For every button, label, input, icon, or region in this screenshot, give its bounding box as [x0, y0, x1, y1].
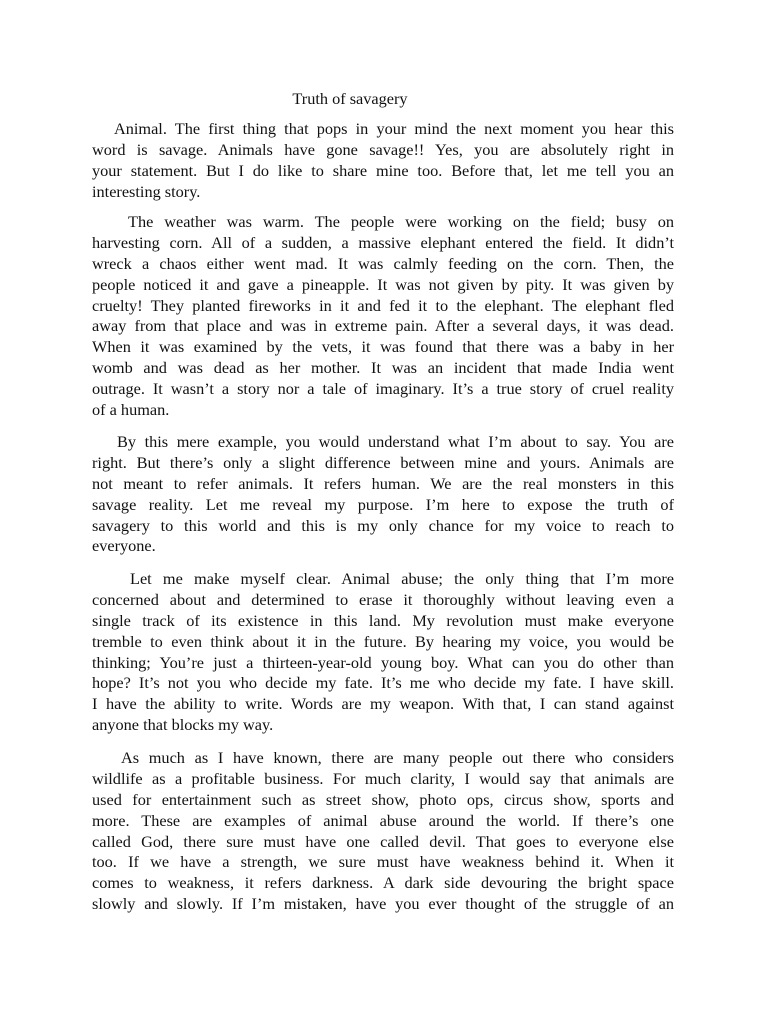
paragraph-line: savagery to this world and this is my only chance for my voice to reach to: [92, 515, 674, 535]
paragraph-line: harvesting corn. All of a sudden, a massive elephant entered the field. It didn’t: [92, 232, 674, 252]
paragraph-line: wildlife as a profitable business. For much clarity, I would say that animals are: [92, 768, 674, 788]
paragraph-line: cruelty! They planted fireworks in it and fed it to the elephant. The elephant fled: [92, 295, 674, 315]
paragraph-line: not meant to refer animals. It refers human. We are the real monsters in this: [92, 473, 674, 493]
paragraph-line: Let me make myself clear. Animal abuse; the only thing that I’m more: [130, 569, 674, 588]
paragraph-line: comes to weakness, it refers darkness. A dark side devouring the bright space: [92, 873, 674, 893]
paragraph-line: thinking; You’re just a thirteen-year-old young boy. What can you do other than: [92, 652, 674, 672]
paragraph-line: too. If we have a strength, we sure must have weakness behind it. When it: [92, 852, 674, 872]
paragraph-line: I have the ability to write. Words are my weapon. With that, I can stand against: [92, 694, 674, 714]
paragraph-line: As much as I have known, there are many people out there who considers: [121, 748, 674, 767]
paragraph-line: of a human.: [92, 400, 170, 420]
paragraph-2: [92, 212, 674, 421]
paragraph-line: single track of its existence in this land. My revolution must make everyone: [92, 610, 674, 630]
paragraph-line: used for entertainment such as street show, photo ops, circus show, sports and: [92, 789, 674, 809]
paragraph-line: wreck a chaos either went mad. It was calmly feeding on the corn. Then, the: [92, 253, 674, 273]
paragraph-5: [92, 748, 674, 915]
paragraph-line: slowly and slowly. If I’m mistaken, have you ever thought of the struggle of an: [92, 894, 674, 914]
paragraph-line: anyone that blocks my way.: [92, 715, 274, 735]
paragraph-line: word is savage. Animals have gone savage!! Yes, you are absolutely right in: [92, 139, 674, 159]
paragraph-line: When it was examined by the vets, it was found that there was a baby in her: [92, 337, 674, 357]
paragraph-line: The weather was warm. The people were working on the field; busy on: [128, 212, 674, 231]
paragraph-line: womb and was dead as her mother. It was an incident that made India went: [92, 358, 674, 378]
paragraph-line: Animal. The first thing that pops in your mind the next moment you hear this: [114, 119, 674, 138]
paragraph-3: [92, 432, 674, 557]
paragraph-line: interesting story.: [92, 181, 201, 201]
paragraph-1: [92, 119, 674, 203]
document-title: Truth of savagery: [292, 89, 408, 108]
paragraph-line: savage reality. Let me reveal my purpose. I’m here to expose the truth of: [92, 494, 674, 514]
paragraph-line: outrage. It wasn’t a story nor a tale of imaginary. It’s a true story of cruel reality: [92, 379, 674, 399]
paragraph-line: concerned about and determined to erase it thoroughly without leaving even a: [92, 589, 674, 609]
paragraph-4: [92, 569, 674, 736]
paragraph-line: called God, there sure must have one called devil. That goes to everyone else: [92, 831, 674, 851]
paragraph-line: right. But there’s only a slight difference between mine and yours. Animals are: [92, 452, 674, 472]
paragraph-line: more. These are examples of animal abuse around the world. If there’s one: [92, 810, 674, 830]
paragraph-line: away from that place and was in extreme pain. After a several days, it was dead.: [92, 316, 674, 336]
paragraph-line: people noticed it and gave a pineapple. It was not given by pity. It was given by: [92, 274, 674, 294]
paragraph-line: tremble to even think about it in the future. By hearing my voice, you would be: [92, 631, 674, 651]
paragraph-line: hope? It’s not you who decide my fate. It’s me who decide my fate. I have skill.: [92, 673, 674, 693]
paragraph-line: By this mere example, you would understand what I’m about to say. You are: [117, 432, 674, 451]
paragraph-line: your statement. But I do like to share mine too. Before that, let me tell you an: [92, 160, 674, 180]
paragraph-line: everyone.: [92, 536, 156, 556]
